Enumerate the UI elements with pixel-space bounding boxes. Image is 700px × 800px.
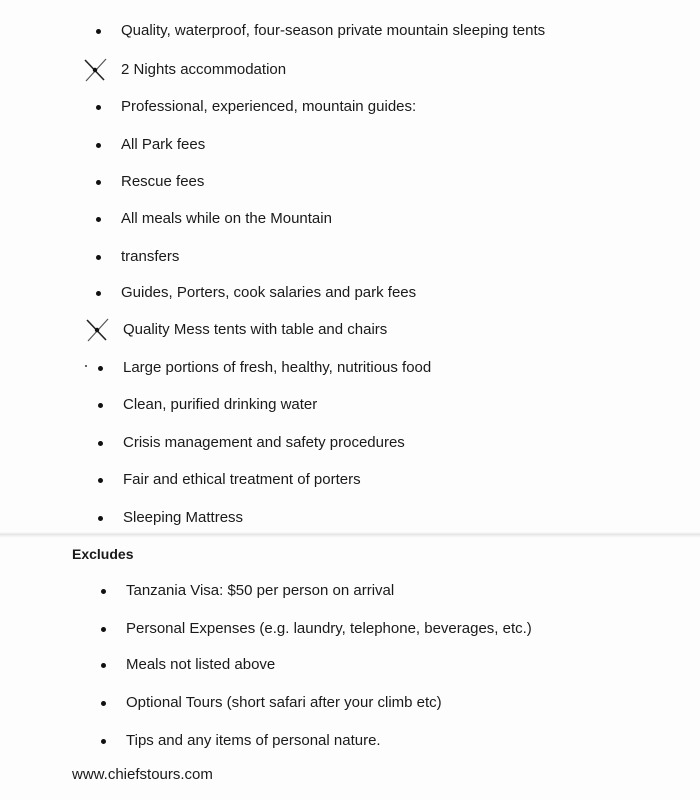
include-item-text: Guides, Porters, cook salaries and park fees bbox=[121, 284, 417, 301]
bullet-icon bbox=[96, 291, 101, 296]
bullet-icon bbox=[96, 143, 101, 148]
footer-url: www.chiefstours.com bbox=[72, 766, 213, 783]
include-item-text: Quality, waterproof, four-season private mountain sleeping tents bbox=[121, 22, 546, 39]
exclude-item-text: Optional Tours (short safari after your climb etc) bbox=[126, 694, 442, 711]
include-item-text: Fair and ethical treatment of porters bbox=[123, 471, 361, 488]
bullet-icon bbox=[98, 366, 103, 371]
include-item-text: Crisis management and safety procedures bbox=[123, 434, 405, 451]
include-item-text: Clean, purified drinking water bbox=[123, 396, 318, 413]
bullet-icon bbox=[101, 589, 106, 594]
bullet-icon bbox=[101, 627, 106, 632]
include-item-text: Professional, experienced, mountain guides: bbox=[121, 98, 417, 115]
bullet-icon bbox=[96, 29, 101, 34]
include-item-text: All Park fees bbox=[121, 136, 206, 153]
bullet-icon bbox=[101, 663, 106, 668]
bullet-icon bbox=[96, 255, 101, 260]
exclude-item-text: Meals not listed above bbox=[126, 656, 276, 673]
bullet-icon bbox=[101, 701, 106, 706]
bullet-icon bbox=[96, 217, 101, 222]
bullet-icon bbox=[98, 403, 103, 408]
include-item-text: Sleeping Mattress bbox=[123, 509, 244, 526]
include-item-text: Rescue fees bbox=[121, 173, 205, 190]
exclude-item-text: Tanzania Visa: $50 per person on arrival bbox=[126, 582, 395, 599]
bullet-icon bbox=[101, 739, 106, 744]
include-item-text: All meals while on the Mountain bbox=[121, 210, 332, 227]
include-item-text: 2 Nights accommodation bbox=[121, 61, 287, 78]
bullet-icon bbox=[96, 180, 101, 185]
exclude-item-text: Personal Expenses (e.g. laundry, telephone, beverages, etc.) bbox=[126, 620, 532, 637]
include-item-text: transfers bbox=[121, 248, 180, 265]
hand-drawn-x-icon bbox=[82, 56, 110, 84]
bullet-icon bbox=[96, 105, 101, 110]
bullet-icon bbox=[98, 516, 103, 521]
include-item-text: Quality Mess tents with table and chairs bbox=[123, 321, 388, 338]
bullet-icon bbox=[98, 478, 103, 483]
paper-fold-line bbox=[0, 532, 700, 538]
bullet-icon bbox=[98, 441, 103, 446]
excludes-heading: Excludes bbox=[72, 546, 134, 562]
scan-speck bbox=[85, 365, 87, 367]
hand-drawn-x-icon bbox=[84, 316, 112, 344]
exclude-item-text: Tips and any items of personal nature. bbox=[126, 732, 381, 749]
include-item-text: Large portions of fresh, healthy, nutritious food bbox=[123, 359, 432, 376]
